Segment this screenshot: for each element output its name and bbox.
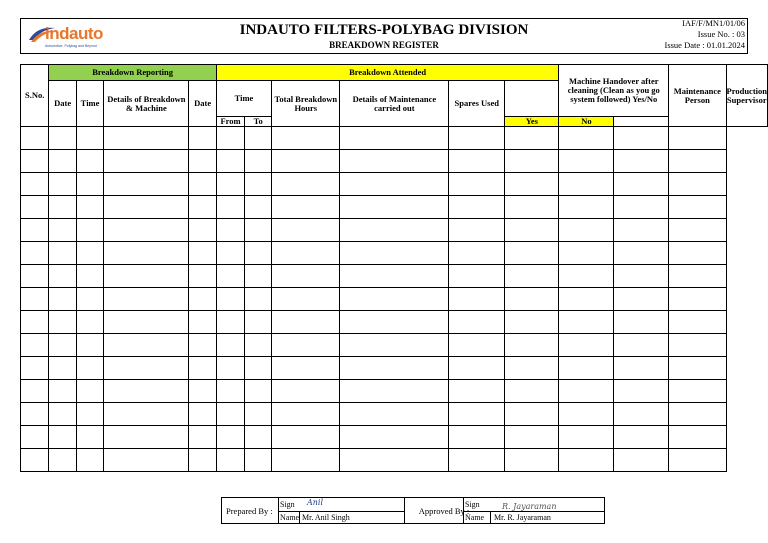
table-cell[interactable] — [340, 219, 449, 242]
table-cell[interactable] — [669, 196, 726, 219]
approved-signature: R. Jayaraman — [502, 502, 557, 511]
table-cell[interactable] — [189, 403, 216, 426]
table-cell[interactable] — [49, 311, 76, 334]
table-cell[interactable] — [449, 426, 505, 449]
table-cell[interactable] — [189, 449, 216, 472]
approved-by-label: Approved By : — [418, 506, 470, 516]
table-cell[interactable] — [340, 173, 449, 196]
table-cell[interactable] — [340, 265, 449, 288]
table-cell[interactable] — [449, 288, 505, 311]
table-cell[interactable] — [272, 288, 340, 311]
table-row — [21, 150, 768, 173]
table-cell[interactable] — [559, 127, 614, 150]
table-cell[interactable] — [449, 196, 505, 219]
table-cell[interactable] — [559, 196, 614, 219]
table-cell[interactable] — [340, 357, 449, 380]
table-cell[interactable] — [245, 242, 272, 265]
prepared-by-label: Prepared By : — [226, 506, 273, 516]
table-cell[interactable] — [216, 449, 245, 472]
table-cell[interactable] — [449, 242, 505, 265]
table-row — [21, 127, 768, 150]
table-cell[interactable] — [21, 311, 49, 334]
table-cell[interactable] — [449, 311, 505, 334]
table-cell[interactable] — [449, 219, 505, 242]
table-cell[interactable] — [272, 127, 340, 150]
table-cell[interactable] — [340, 150, 449, 173]
table-row — [21, 173, 768, 196]
col-no-header: No — [559, 117, 614, 127]
table-cell[interactable] — [21, 196, 49, 219]
table-cell[interactable] — [559, 403, 614, 426]
table-cell[interactable] — [669, 150, 726, 173]
table-cell[interactable] — [49, 380, 76, 403]
table-cell[interactable] — [614, 311, 669, 334]
table-cell[interactable] — [245, 311, 272, 334]
table-cell[interactable] — [49, 173, 76, 196]
col-spares-used-header: Spares Used — [449, 81, 505, 127]
table-cell[interactable] — [272, 380, 340, 403]
table-row — [21, 403, 768, 426]
col-handover-header: Machine Handover after cleaning (Clean as you go system followed) Yes/No — [559, 65, 669, 117]
table-cell[interactable] — [76, 150, 103, 173]
table-cell[interactable] — [21, 150, 49, 173]
table-cell[interactable] — [272, 426, 340, 449]
table-cell[interactable] — [216, 380, 245, 403]
table-cell[interactable] — [76, 334, 103, 357]
table-cell[interactable] — [669, 357, 726, 380]
breakdown-register-table — [20, 64, 768, 472]
table-cell[interactable] — [76, 426, 103, 449]
table-cell[interactable] — [189, 150, 216, 173]
table-cell[interactable] — [104, 173, 189, 196]
group-breakdown-reporting: Breakdown Reporting — [49, 65, 216, 81]
table-cell[interactable] — [76, 219, 103, 242]
table-cell[interactable] — [189, 127, 216, 150]
table-cell[interactable] — [272, 403, 340, 426]
table-cell[interactable] — [76, 311, 103, 334]
table-cell[interactable] — [559, 311, 614, 334]
col-yes-header: Yes — [505, 117, 559, 127]
table-cell[interactable] — [614, 357, 669, 380]
table-cell[interactable] — [245, 380, 272, 403]
col-attended-date-header: Date — [189, 81, 216, 127]
table-cell[interactable] — [614, 127, 669, 150]
table-row — [21, 357, 768, 380]
table-row — [21, 265, 768, 288]
table-cell[interactable] — [614, 242, 669, 265]
table-cell[interactable] — [340, 127, 449, 150]
table-cell[interactable] — [614, 219, 669, 242]
prepared-name: Mr. Anil Singh — [302, 513, 350, 522]
col-sno-header: S.No. — [21, 65, 49, 127]
table-cell[interactable] — [104, 242, 189, 265]
table-cell[interactable] — [189, 173, 216, 196]
table-cell[interactable] — [216, 127, 245, 150]
table-cell[interactable] — [505, 219, 559, 242]
table-cell[interactable] — [559, 219, 614, 242]
table-cell[interactable] — [559, 242, 614, 265]
table-cell[interactable] — [614, 449, 669, 472]
table-cell[interactable] — [614, 380, 669, 403]
table-cell[interactable] — [505, 311, 559, 334]
table-cell[interactable] — [272, 173, 340, 196]
table-cell[interactable] — [76, 127, 103, 150]
table-cell[interactable] — [505, 288, 559, 311]
table-cell[interactable] — [449, 357, 505, 380]
table-cell[interactable] — [559, 426, 614, 449]
table-cell[interactable] — [559, 288, 614, 311]
table-cell[interactable] — [49, 334, 76, 357]
table-row — [21, 334, 768, 357]
table-cell[interactable] — [340, 196, 449, 219]
divider — [490, 511, 491, 524]
table-cell[interactable] — [614, 173, 669, 196]
table-cell[interactable] — [245, 403, 272, 426]
table-cell[interactable] — [104, 334, 189, 357]
table-cell[interactable] — [49, 288, 76, 311]
table-cell[interactable] — [614, 196, 669, 219]
group-breakdown-attended: Breakdown Attended — [216, 65, 559, 81]
table-cell[interactable] — [104, 265, 189, 288]
table-cell[interactable] — [216, 265, 245, 288]
table-cell[interactable] — [104, 357, 189, 380]
approved-sign-label: Sign — [465, 500, 480, 509]
table-cell[interactable] — [21, 449, 49, 472]
col-attended-time-header: Time — [216, 81, 271, 117]
table-cell[interactable] — [340, 311, 449, 334]
issue-date: Issue Date : 01.01.2024 — [664, 40, 745, 50]
document-subtitle: BREAKDOWN REGISTER — [329, 40, 439, 50]
table-cell[interactable] — [505, 357, 559, 380]
table-cell[interactable] — [272, 311, 340, 334]
table-cell[interactable] — [104, 127, 189, 150]
table-cell[interactable] — [104, 380, 189, 403]
table-row — [21, 426, 768, 449]
table-cell[interactable] — [340, 334, 449, 357]
table-cell[interactable] — [76, 288, 103, 311]
table-cell[interactable] — [272, 150, 340, 173]
approved-name: Mr. R. Jayaraman — [494, 513, 551, 522]
table-cell[interactable] — [104, 219, 189, 242]
table-cell[interactable] — [449, 380, 505, 403]
table-cell[interactable] — [104, 311, 189, 334]
prepared-signature: Anil — [307, 498, 324, 507]
table-cell[interactable] — [49, 196, 76, 219]
table-cell[interactable] — [449, 449, 505, 472]
table-cell[interactable] — [272, 196, 340, 219]
table-cell[interactable] — [245, 288, 272, 311]
table-row — [21, 219, 768, 242]
table-cell[interactable] — [245, 265, 272, 288]
table-cell[interactable] — [505, 173, 559, 196]
table-cell[interactable] — [216, 150, 245, 173]
table-row — [21, 380, 768, 403]
document-header — [20, 18, 748, 54]
logo-tagline: Automotive, Polybag and Beyond — [45, 44, 97, 48]
table-cell[interactable] — [505, 242, 559, 265]
table-row — [21, 311, 768, 334]
table-cell[interactable] — [669, 449, 726, 472]
table-cell[interactable] — [21, 127, 49, 150]
table-cell[interactable] — [505, 380, 559, 403]
table-cell[interactable] — [49, 357, 76, 380]
table-cell[interactable] — [505, 265, 559, 288]
table-cell[interactable] — [669, 265, 726, 288]
table-cell[interactable] — [669, 334, 726, 357]
table-cell[interactable] — [216, 196, 245, 219]
table-cell[interactable] — [449, 150, 505, 173]
table-cell[interactable] — [272, 242, 340, 265]
table-cell[interactable] — [340, 426, 449, 449]
table-cell[interactable] — [272, 334, 340, 357]
table-row — [21, 196, 768, 219]
table-cell[interactable] — [272, 449, 340, 472]
table-cell[interactable] — [449, 334, 505, 357]
table-cell[interactable] — [669, 242, 726, 265]
table-cell[interactable] — [216, 173, 245, 196]
table-cell[interactable] — [669, 173, 726, 196]
table-cell[interactable] — [189, 334, 216, 357]
table-cell[interactable] — [559, 380, 614, 403]
table-cell[interactable] — [614, 426, 669, 449]
table-cell[interactable] — [104, 449, 189, 472]
table-cell[interactable] — [216, 311, 245, 334]
divider — [299, 511, 300, 524]
table-cell[interactable] — [21, 265, 49, 288]
table-cell[interactable] — [505, 196, 559, 219]
table-cell[interactable] — [189, 288, 216, 311]
table-cell[interactable] — [340, 288, 449, 311]
prepared-sign-label: Sign — [280, 500, 295, 509]
table-cell[interactable] — [245, 150, 272, 173]
table-cell[interactable] — [505, 449, 559, 472]
table-cell[interactable] — [76, 380, 103, 403]
table-cell[interactable] — [49, 127, 76, 150]
col-to-header: To — [245, 117, 272, 127]
col-maintenance-person-header: Maintenance Person — [669, 65, 726, 127]
table-cell[interactable] — [245, 449, 272, 472]
table-cell[interactable] — [614, 334, 669, 357]
col-date-header: Date — [49, 81, 76, 127]
table-cell[interactable] — [614, 288, 669, 311]
table-cell[interactable] — [104, 150, 189, 173]
approved-name-label: Name — [465, 513, 485, 522]
table-cell[interactable] — [505, 127, 559, 150]
table-cell[interactable] — [272, 265, 340, 288]
table-cell[interactable] — [272, 219, 340, 242]
table-cell[interactable] — [49, 150, 76, 173]
table-cell[interactable] — [76, 242, 103, 265]
table-cell[interactable] — [104, 426, 189, 449]
issue-number: Issue No. : 03 — [697, 29, 745, 39]
table-cell[interactable] — [669, 426, 726, 449]
col-from-header: From — [216, 117, 245, 127]
table-cell[interactable] — [216, 219, 245, 242]
table-cell[interactable] — [559, 449, 614, 472]
table-cell[interactable] — [216, 288, 245, 311]
table-cell[interactable] — [21, 403, 49, 426]
table-cell[interactable] — [245, 127, 272, 150]
table-cell[interactable] — [245, 334, 272, 357]
divider — [278, 511, 404, 512]
logo-wordmark: indauto — [45, 24, 103, 43]
table-cell[interactable] — [76, 357, 103, 380]
table-cell[interactable] — [614, 150, 669, 173]
col-time-header: Time — [76, 81, 103, 127]
table-cell[interactable] — [216, 426, 245, 449]
table-cell[interactable] — [669, 288, 726, 311]
table-cell[interactable] — [21, 242, 49, 265]
table-cell[interactable] — [21, 426, 49, 449]
table-cell[interactable] — [49, 219, 76, 242]
table-cell[interactable] — [449, 265, 505, 288]
table-cell[interactable] — [614, 403, 669, 426]
table-row — [21, 449, 768, 472]
table-row — [21, 242, 768, 265]
table-cell[interactable] — [245, 196, 272, 219]
table-cell[interactable] — [189, 426, 216, 449]
table-cell[interactable] — [76, 449, 103, 472]
table-cell[interactable] — [340, 242, 449, 265]
table-cell[interactable] — [189, 242, 216, 265]
table-cell[interactable] — [340, 449, 449, 472]
table-cell[interactable] — [505, 426, 559, 449]
table-cell[interactable] — [49, 426, 76, 449]
table-cell[interactable] — [49, 242, 76, 265]
table-cell[interactable] — [559, 150, 614, 173]
table-cell[interactable] — [340, 403, 449, 426]
col-details-breakdown-header: Details of Breakdown & Machine — [104, 81, 189, 127]
table-cell[interactable] — [245, 426, 272, 449]
table-cell[interactable] — [245, 173, 272, 196]
register-rows — [21, 127, 768, 472]
table-cell[interactable] — [245, 357, 272, 380]
table-cell[interactable] — [189, 196, 216, 219]
table-cell[interactable] — [669, 380, 726, 403]
table-cell[interactable] — [559, 265, 614, 288]
table-cell[interactable] — [449, 127, 505, 150]
table-cell[interactable] — [669, 127, 726, 150]
table-cell[interactable] — [21, 288, 49, 311]
table-cell[interactable] — [449, 403, 505, 426]
table-cell[interactable] — [21, 380, 49, 403]
table-cell[interactable] — [449, 173, 505, 196]
table-cell[interactable] — [272, 357, 340, 380]
table-cell[interactable] — [245, 219, 272, 242]
table-cell[interactable] — [669, 219, 726, 242]
table-cell[interactable] — [216, 334, 245, 357]
table-cell[interactable] — [189, 219, 216, 242]
table-cell[interactable] — [21, 219, 49, 242]
table-cell[interactable] — [76, 265, 103, 288]
table-cell[interactable] — [189, 380, 216, 403]
table-cell[interactable] — [49, 449, 76, 472]
col-details-maintenance-header: Details of Maintenance carried out — [340, 81, 449, 127]
table-cell[interactable] — [76, 173, 103, 196]
table-cell[interactable] — [505, 150, 559, 173]
table-cell[interactable] — [216, 357, 245, 380]
table-row — [21, 288, 768, 311]
table-cell[interactable] — [49, 265, 76, 288]
table-cell[interactable] — [49, 403, 76, 426]
table-cell[interactable] — [559, 334, 614, 357]
document-title: INDAUTO FILTERS-POLYBAG DIVISION — [239, 22, 529, 38]
table-cell[interactable] — [21, 334, 49, 357]
document-info — [664, 18, 745, 51]
table-cell[interactable] — [614, 265, 669, 288]
table-cell[interactable] — [104, 288, 189, 311]
table-cell[interactable] — [505, 403, 559, 426]
table-cell[interactable] — [216, 242, 245, 265]
table-cell[interactable] — [216, 403, 245, 426]
table-cell[interactable] — [189, 357, 216, 380]
table-cell[interactable] — [76, 196, 103, 219]
prepared-name-label: Name — [280, 513, 300, 522]
table-cell[interactable] — [189, 311, 216, 334]
approval-footer — [221, 497, 605, 524]
table-cell[interactable] — [189, 265, 216, 288]
doc-number: IAF/F/MN1/01/06 — [682, 18, 745, 28]
col-total-hours-header: Total Breakdown Hours — [272, 81, 340, 127]
table-cell[interactable] — [21, 357, 49, 380]
table-cell[interactable] — [669, 311, 726, 334]
divider — [463, 511, 605, 512]
table-cell[interactable] — [76, 403, 103, 426]
table-cell[interactable] — [505, 334, 559, 357]
table-cell[interactable] — [21, 173, 49, 196]
table-cell[interactable] — [669, 403, 726, 426]
table-cell[interactable] — [340, 380, 449, 403]
table-cell[interactable] — [104, 196, 189, 219]
table-cell[interactable] — [104, 403, 189, 426]
table-cell[interactable] — [559, 173, 614, 196]
col-production-supervisor-header: Production Supervisor — [726, 65, 767, 127]
table-cell[interactable] — [559, 357, 614, 380]
